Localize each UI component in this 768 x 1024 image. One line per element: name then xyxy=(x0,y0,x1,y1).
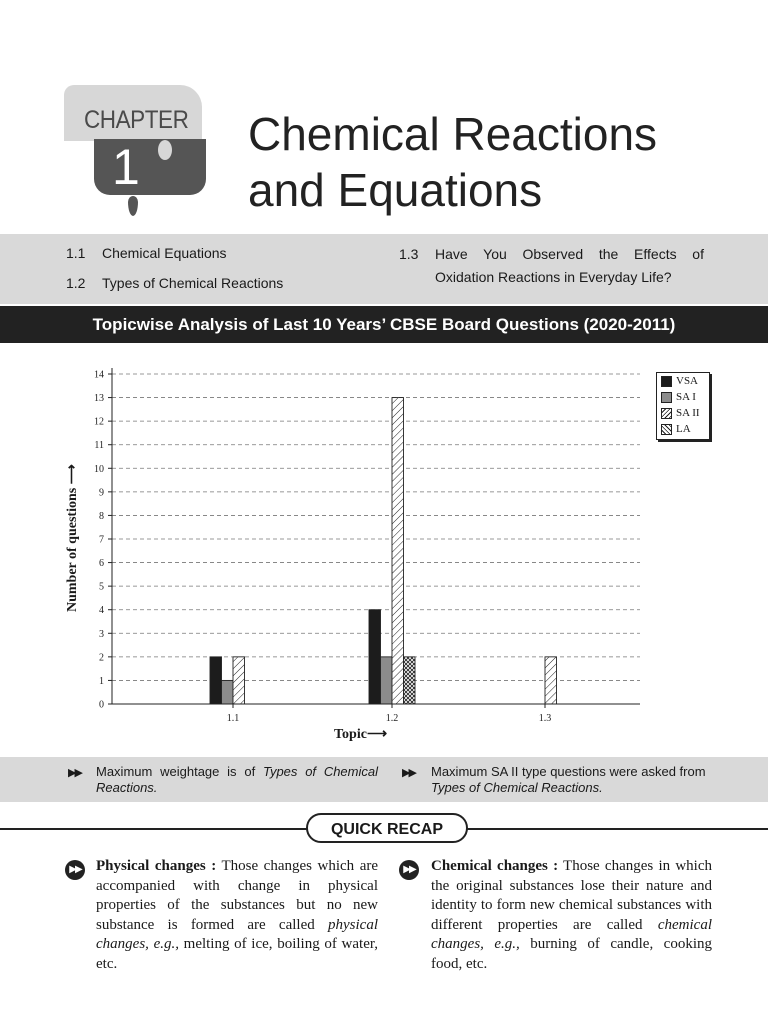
topic-label: Types of Chemical Reactions xyxy=(102,275,284,291)
y-tick-label: 5 xyxy=(99,581,104,593)
recap-text-end: burning of candle, cooking food, etc. xyxy=(431,936,713,972)
recap-term: Chemical changes : xyxy=(431,858,559,874)
chart-legend xyxy=(656,372,710,440)
bar-vsa-1.1 xyxy=(210,657,222,704)
note-text: Maximum SA II type questions were asked from xyxy=(431,764,706,779)
double-chevron-circle-icon: ▶▶ xyxy=(65,860,85,880)
recap-italic: physical changes, e.g., xyxy=(96,916,378,952)
y-tick-label: 8 xyxy=(99,510,104,522)
note-text: Maximum weightage is of xyxy=(96,764,263,779)
bar-sa-i-1.2 xyxy=(381,657,393,704)
legend-label: SA I xyxy=(676,391,696,403)
page-title xyxy=(248,106,657,218)
recap-italic: chemical changes, e.g., xyxy=(431,916,712,952)
topic-label-line-2: Oxidation Reactions in Everyday Life? xyxy=(435,269,672,285)
note-italic: Types of Chemical Reactions. xyxy=(431,780,603,795)
chapter-label: CHAPTER xyxy=(84,106,189,134)
note-2 xyxy=(431,764,716,796)
y-axis-title-text: Number of questions xyxy=(65,487,80,612)
y-tick-label: 10 xyxy=(94,463,104,475)
double-chevron-right-icon: ▶▶ xyxy=(68,767,81,779)
topic-label: Chemical Equations xyxy=(102,245,227,261)
recap-term: Physical changes : xyxy=(96,858,217,874)
legend-label: SA II xyxy=(676,407,700,419)
recap-item-chemical xyxy=(431,857,712,974)
topic-number: 1.3 xyxy=(399,246,419,262)
topic-1-2 xyxy=(66,275,283,291)
y-tick-label: 13 xyxy=(94,393,104,405)
x-axis-title-text: Topic xyxy=(334,727,367,742)
legend-item-la xyxy=(657,421,709,437)
y-tick-label: 4 xyxy=(99,605,104,617)
y-tick-label: 6 xyxy=(99,558,104,570)
note-1 xyxy=(96,764,378,796)
title-line-2: and Equations xyxy=(248,164,543,216)
double-chevron-right-icon: ▶▶ xyxy=(402,767,415,779)
y-tick-label: 7 xyxy=(99,534,104,546)
bar-sa-i-1.1 xyxy=(222,680,234,704)
recap-text: Those changes in which the original substances lose their nature and identity to form new chemical substances with different properties are called xyxy=(431,858,712,933)
bar-vsa-1.2 xyxy=(369,610,381,704)
bar-sa-ii-1.2 xyxy=(392,398,404,704)
bar-chart xyxy=(0,350,768,750)
y-tick-label: 14 xyxy=(94,369,104,381)
analysis-banner: Topicwise Analysis of Last 10 Years’ CBSE Board Questions (2020-2011) xyxy=(0,306,768,343)
legend-item-sa2 xyxy=(657,405,709,421)
chapter-number-box xyxy=(94,139,206,195)
chapter-number: 1 xyxy=(112,139,140,195)
topic-1-1 xyxy=(66,245,227,261)
note-italic: Types of Chemical Reactions. xyxy=(96,764,378,795)
bar-la-1.2 xyxy=(404,657,416,704)
legend-swatch xyxy=(661,408,672,419)
double-chevron-circle-icon: ▶▶ xyxy=(399,860,419,880)
recap-text-end: melting of ice, boiling of water, etc. xyxy=(96,936,379,972)
legend-item-sa1 xyxy=(657,389,709,405)
topic-number: 1.1 xyxy=(66,245,86,261)
legend-swatch xyxy=(661,424,672,435)
x-tick-label: 1.1 xyxy=(226,713,240,724)
legend-label: VSA xyxy=(676,375,699,387)
legend-swatch xyxy=(661,392,672,403)
legend-item-vsa xyxy=(657,373,709,389)
title-line-1: Chemical Reactions xyxy=(248,108,658,160)
recap-item-physical xyxy=(96,857,378,974)
y-axis-title: Number of questions ⟶ xyxy=(65,464,80,612)
x-tick-label: 1.3 xyxy=(538,713,552,724)
y-tick-label: 1 xyxy=(99,675,104,687)
y-tick-label: 0 xyxy=(99,699,104,711)
topic-1-3 xyxy=(399,243,704,289)
y-tick-label: 12 xyxy=(94,416,104,428)
bar-sa-ii-1.1 xyxy=(233,657,245,704)
legend-swatch xyxy=(661,376,672,387)
x-axis-title: Topic⟶ xyxy=(334,727,388,742)
topic-label-line-1: Have You Observed the Effects of xyxy=(435,246,704,262)
y-tick-label: 3 xyxy=(99,628,104,640)
y-tick-label: 11 xyxy=(94,440,104,452)
legend-label: LA xyxy=(676,423,691,435)
y-tick-label: 9 xyxy=(99,487,104,499)
topic-number: 1.2 xyxy=(66,275,86,291)
y-tick-label: 2 xyxy=(99,652,104,664)
chapter-drop-top xyxy=(158,140,172,160)
recap-text: Those changes which are accompanied with change in physical properties of the substances but no new substance is formed are called xyxy=(96,858,379,933)
chapter-drop-bottom xyxy=(128,196,138,216)
bar-sa-ii-1.3 xyxy=(545,657,557,704)
quick-recap-heading: QUICK RECAP xyxy=(306,813,468,843)
x-tick-label: 1.2 xyxy=(385,713,399,724)
